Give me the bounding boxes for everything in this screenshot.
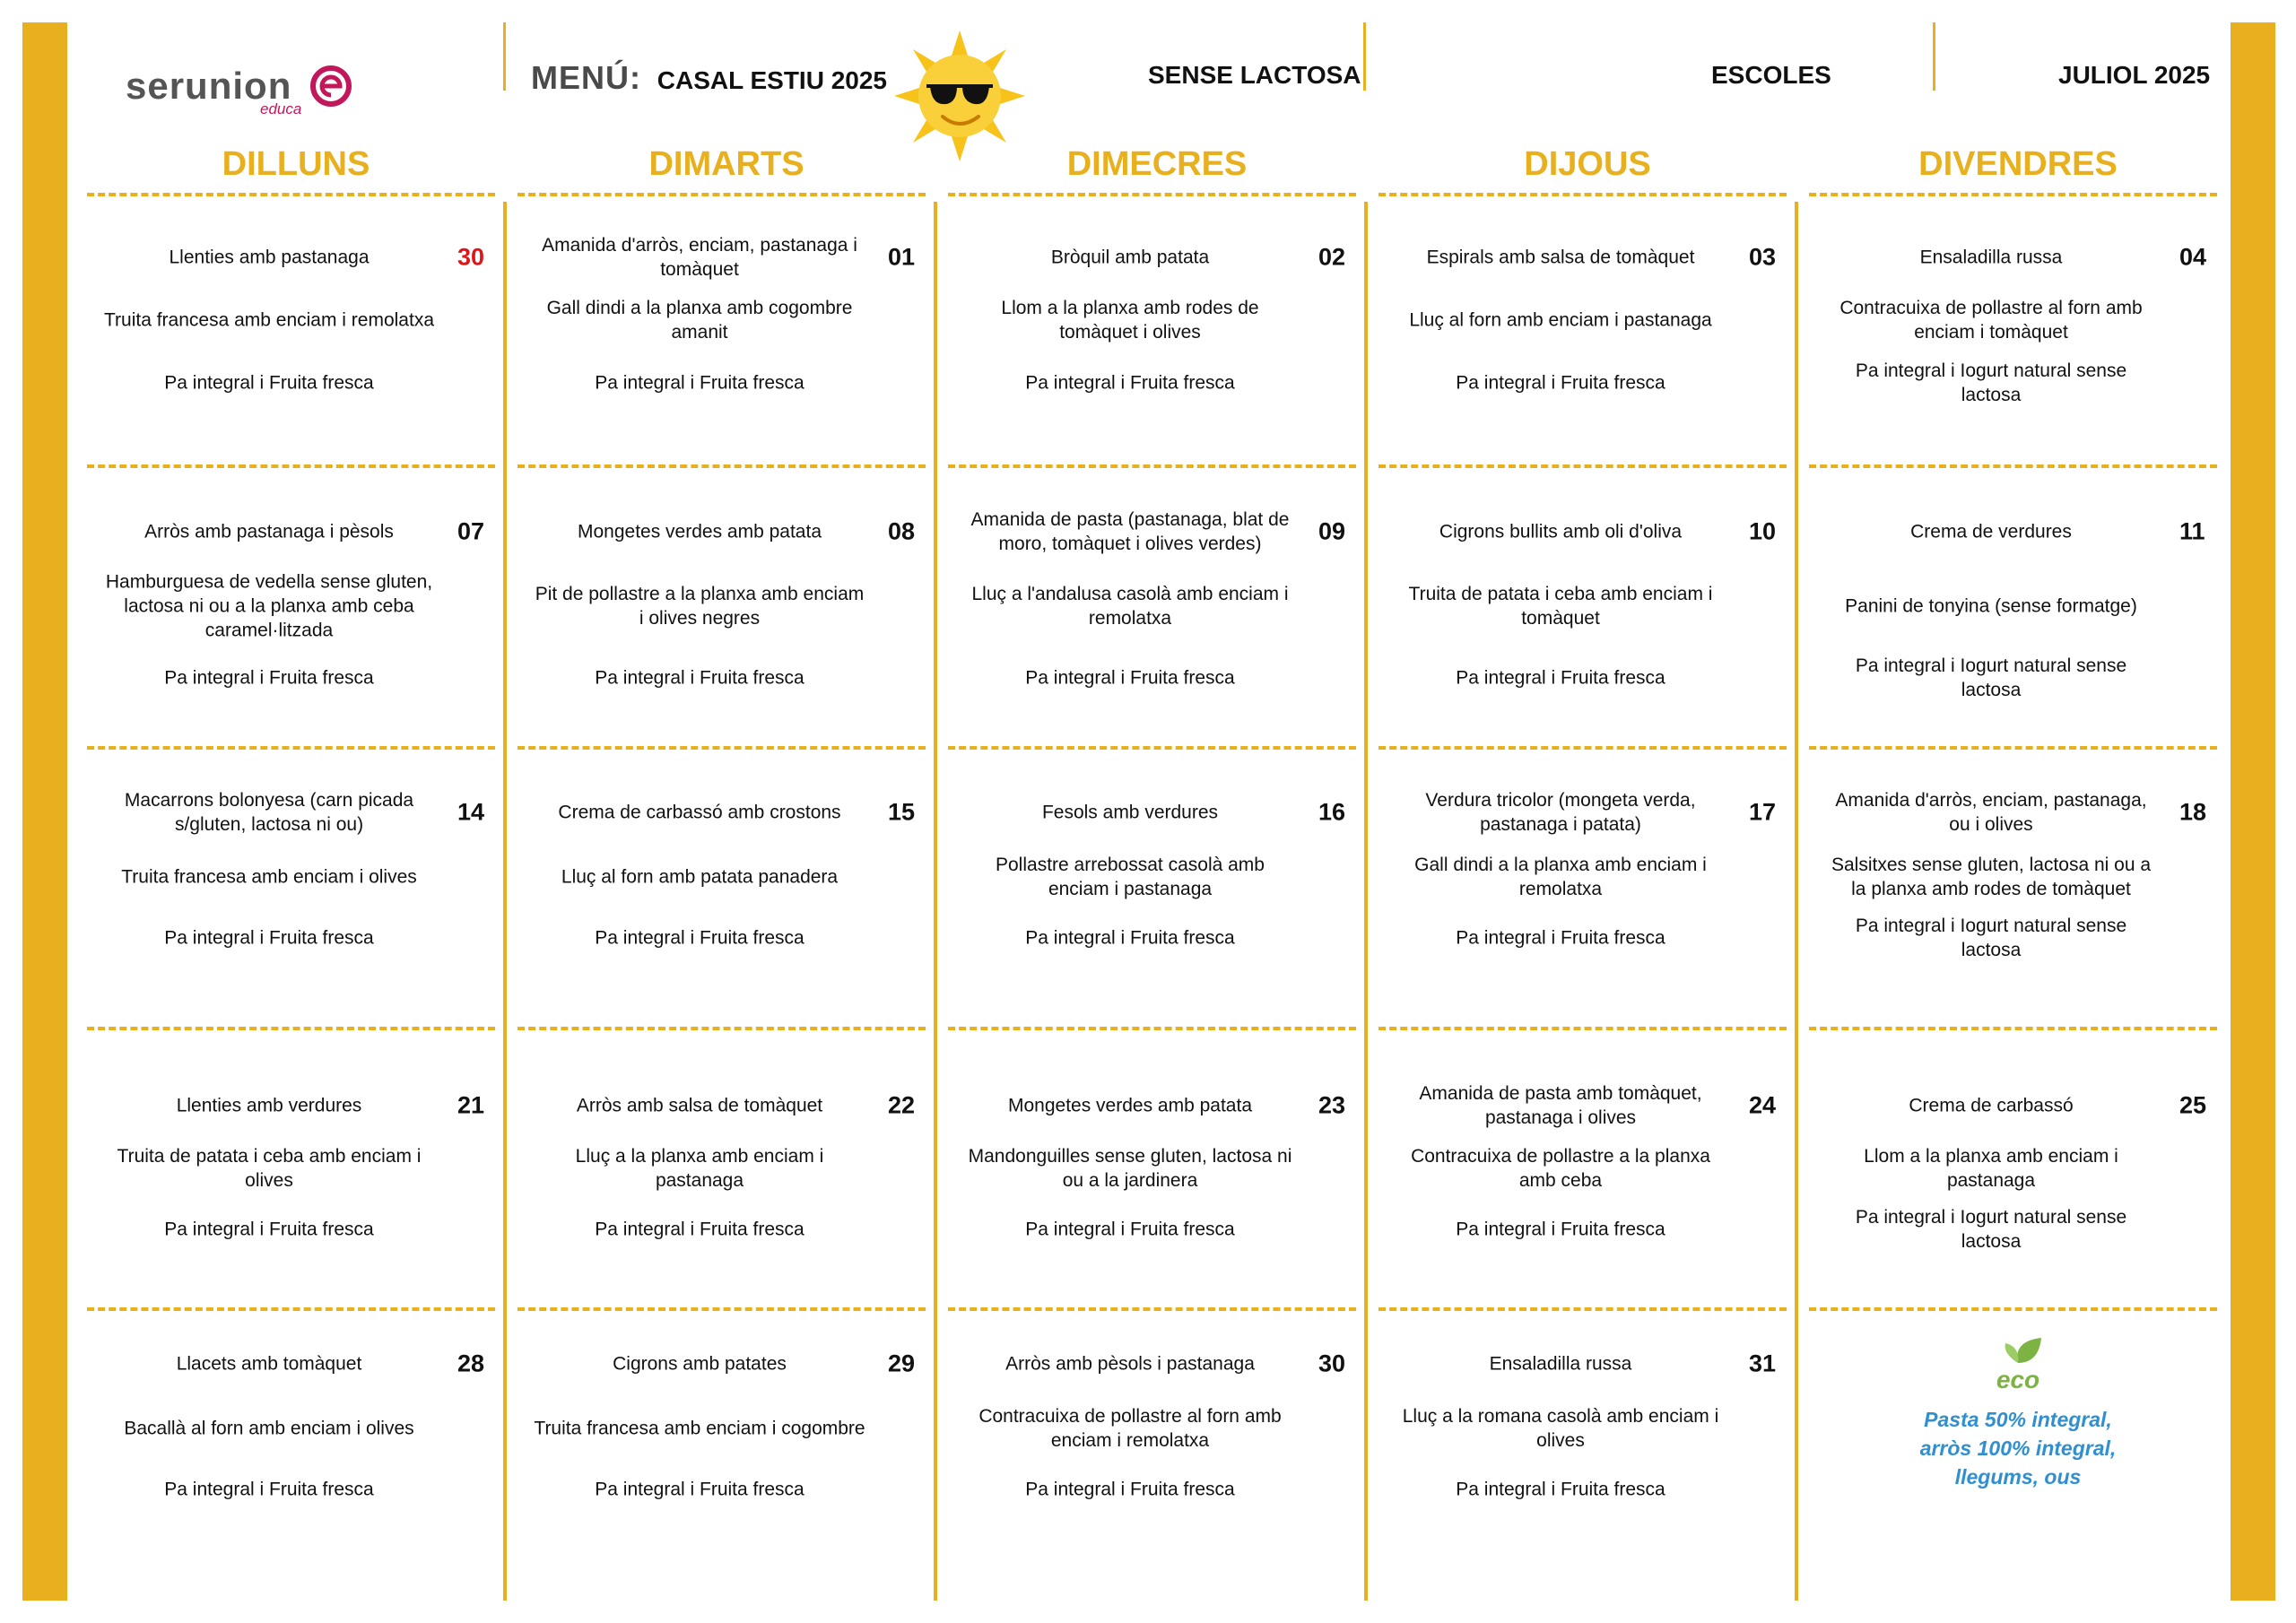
second-course: Lluç al forn amb enciam i pastanaga [1409, 309, 1712, 331]
day-cell [946, 464, 1359, 733]
dessert: Pa integral i Fruita fresca [1025, 927, 1235, 949]
first-course: Amanida d'arròs, enciam, pastanaga, ou i olives [1835, 790, 2147, 835]
first-course: Crema de carbassó [1909, 1095, 2074, 1116]
day-header-dilluns: DILLUNS [222, 145, 370, 183]
day-number: 15 [888, 798, 916, 826]
dessert: Pa integral i Fruita fresca [164, 1479, 374, 1500]
day-number: 30 [457, 243, 485, 271]
second-course: Lluç a la romana casolà amb enciam i olives [1402, 1406, 1719, 1451]
day-number: 08 [888, 517, 916, 545]
day-number: 01 [888, 243, 916, 271]
dessert: Pa integral i Iogurt natural sense lactosa [1855, 360, 2127, 405]
first-course: Arròs amb pèsols i pastanaga [1005, 1353, 1255, 1375]
audience-label: ESCOLES [1711, 61, 1831, 89]
header-separator [1933, 22, 1935, 91]
column-divider [934, 202, 937, 1601]
dessert: Pa integral i Fruita fresca [1456, 927, 1665, 949]
day-cell [1377, 746, 1789, 1015]
column-divider [1364, 202, 1368, 1601]
day-cell [516, 1027, 928, 1296]
day-cell [946, 193, 1359, 462]
day-number: 22 [888, 1091, 916, 1119]
day-header-divendres: DIVENDRES [1918, 145, 2118, 183]
serunion-logo [126, 63, 359, 126]
day-number: 11 [2179, 517, 2205, 545]
second-course: Panini de tonyina (sense formatge) [1845, 595, 2137, 617]
day-number: 21 [457, 1091, 485, 1119]
second-course: Hamburguesa de vedella sense gluten, lactosa ni ou a la planxa amb ceba caramel·litzada [105, 571, 433, 641]
eco-line: arròs 100% integral, [1919, 1436, 2117, 1460]
day-number: 14 [457, 798, 485, 826]
second-course: Truita de patata i ceba amb enciam i tomàquet [1408, 584, 1713, 629]
day-number: 24 [1749, 1091, 1777, 1119]
first-course: Cigrons bullits amb oli d'oliva [1439, 521, 1683, 542]
first-course: Fesols amb verdures [1041, 802, 1219, 823]
day-cell [85, 746, 498, 1015]
day-cell [85, 1027, 498, 1296]
first-course: Cigrons amb patates [613, 1353, 787, 1375]
logo-sub: educa [260, 100, 302, 117]
second-course: Lluç a la planxa amb enciam i pastanaga [575, 1146, 824, 1191]
dessert: Pa integral i Fruita fresca [595, 927, 804, 949]
first-course: Bròquil amb patata [1050, 247, 1210, 268]
day-cell [1377, 193, 1789, 462]
first-course: Ensaladilla russa [1489, 1353, 1632, 1375]
second-course: Salsitxes sense gluten, lactosa ni ou a la planxa amb rodes de tomàquet [1831, 855, 2152, 899]
day-cell [516, 193, 928, 462]
day-cell [85, 464, 498, 733]
day-cell [1377, 1027, 1789, 1296]
first-course: Macarrons bolonyesa (carn picada s/gluten, lactosa ni ou) [124, 790, 414, 835]
dessert: Pa integral i Fruita fresca [1025, 667, 1235, 689]
row-divider [1809, 1307, 2217, 1311]
dessert: Pa integral i Fruita fresca [1456, 1479, 1665, 1500]
day-number: 25 [2179, 1091, 2207, 1119]
dessert: Pa integral i Iogurt natural sense lactosa [1855, 655, 2127, 700]
second-course: Contracuixa de pollastre a la planxa amb ceba [1411, 1146, 1710, 1191]
day-cell [516, 746, 928, 1015]
menu-title: CASAL ESTIU 2025 [657, 66, 888, 94]
day-header-dijous: DIJOUS [1524, 145, 1651, 183]
diet-label: SENSE LACTOSA [1148, 61, 1361, 89]
menu-label: MENÚ: [531, 59, 641, 96]
first-course: Amanida de pasta (pastanaga, blat de moro, tomàquet i olives verdes) [970, 509, 1290, 554]
logo-brand: serunion [126, 65, 292, 107]
day-number: 09 [1318, 517, 1346, 545]
dessert: Pa integral i Fruita fresca [595, 667, 804, 689]
second-course: Llom a la planxa amb rodes de tomàquet i olives [1001, 298, 1259, 343]
second-course: Mandonguilles sense gluten, lactosa ni ou a la jardinera [968, 1146, 1292, 1191]
first-course: Llacets amb tomàquet [176, 1353, 362, 1375]
logo-swirl-icon [309, 65, 352, 108]
day-cell [946, 1027, 1359, 1296]
day-number: 10 [1749, 517, 1777, 545]
second-course: Contracuixa de pollastre al forn amb enciam i tomàquet [1839, 298, 2143, 343]
eco-note [1892, 1336, 2144, 1491]
day-cell [946, 746, 1359, 1015]
first-course: Mongetes verdes amb patata [1008, 1095, 1252, 1116]
day-number: 28 [457, 1350, 485, 1377]
dessert: Pa integral i Fruita fresca [595, 1219, 804, 1240]
header-separator [1363, 22, 1366, 91]
eco-line: Pasta 50% integral, [1924, 1408, 2112, 1431]
dessert: Pa integral i Fruita fresca [164, 1219, 374, 1240]
dessert: Pa integral i Fruita fresca [1456, 667, 1665, 689]
svg-text:eco: eco [1996, 1366, 2040, 1393]
dessert: Pa integral i Fruita fresca [164, 927, 374, 949]
column-divider [503, 202, 507, 1601]
first-course: Amanida de pasta amb tomàquet, pastanaga i olives [1419, 1083, 1702, 1128]
first-course: Mongetes verdes amb patata [578, 521, 822, 542]
dessert: Pa integral i Fruita fresca [1025, 1479, 1235, 1500]
dessert: Pa integral i Fruita fresca [1025, 372, 1235, 394]
first-course: Arròs amb salsa de tomàquet [576, 1095, 823, 1116]
dessert: Pa integral i Iogurt natural sense lactosa [1855, 1207, 2127, 1252]
day-cell [516, 1307, 928, 1576]
day-cell [85, 1307, 498, 1576]
eco-line: llegums, ous [1954, 1465, 2082, 1488]
day-number: 17 [1749, 798, 1777, 826]
second-course: Truita francesa amb enciam i remolatxa [103, 309, 435, 331]
first-course: Crema de carbassó amb crostons [558, 802, 841, 823]
second-course: Pollastre arrebossat casolà amb enciam i pastanaga [996, 855, 1265, 899]
dessert: Pa integral i Iogurt natural sense lactosa [1855, 916, 2127, 960]
dessert: Pa integral i Fruita fresca [595, 372, 804, 394]
day-number: 03 [1749, 243, 1777, 271]
day-number: 04 [2179, 243, 2207, 271]
first-course: Ensaladilla russa [1919, 247, 2063, 268]
day-number: 16 [1318, 798, 1346, 826]
day-cell [1807, 193, 2220, 462]
first-course: Verdura tricolor (mongeta verda, pastanaga i patata) [1425, 790, 1696, 835]
first-course: Crema de verdures [1910, 521, 2072, 542]
day-cell [85, 193, 498, 462]
day-cell [1377, 1307, 1789, 1576]
dessert: Pa integral i Fruita fresca [164, 667, 374, 689]
day-header-dimarts: DIMARTS [648, 145, 804, 183]
sun-sunglasses-icon [892, 29, 1027, 163]
dessert: Pa integral i Fruita fresca [1456, 1219, 1665, 1240]
first-course: Llenties amb verdures [176, 1095, 362, 1116]
first-course: Arròs amb pastanaga i pèsols [144, 521, 394, 542]
second-course: Truita francesa amb enciam i cogombre [534, 1418, 865, 1439]
second-course: Contracuixa de pollastre al forn amb enciam i remolatxa [978, 1406, 1282, 1451]
second-course: Gall dindi a la planxa amb enciam i remolatxa [1414, 855, 1707, 899]
first-course: Llenties amb pastanaga [169, 247, 370, 268]
second-course: Lluç a l'andalusa casolà amb enciam i remolatxa [971, 584, 1289, 629]
second-course: Bacallà al forn amb enciam i olives [124, 1418, 414, 1439]
second-course: Lluç al forn amb patata panadera [561, 866, 839, 888]
column-divider [1795, 202, 1798, 1601]
day-cell [946, 1307, 1359, 1576]
day-cell [1807, 1027, 2220, 1296]
second-course: Truita de patata i ceba amb enciam i olives [117, 1146, 422, 1191]
header-separator [503, 22, 506, 91]
first-course: Espirals amb salsa de tomàquet [1426, 247, 1695, 268]
day-number: 02 [1318, 243, 1346, 271]
menu-title-block [531, 59, 887, 97]
day-cell [516, 464, 928, 733]
day-header-dimecres: DIMECRES [1066, 145, 1248, 183]
dessert: Pa integral i Fruita fresca [1025, 1219, 1235, 1240]
dessert: Pa integral i Fruita fresca [595, 1479, 804, 1500]
eco-leaf-icon [1982, 1336, 2054, 1393]
first-course: Amanida d'arròs, enciam, pastanaga i tomàquet [542, 235, 857, 280]
day-number: 30 [1318, 1350, 1346, 1377]
day-number: 18 [2179, 798, 2207, 826]
left-accent-bar [22, 22, 67, 1601]
day-cell [1377, 464, 1789, 733]
second-course: Pit de pollastre a la planxa amb enciam i olives negres [535, 584, 865, 629]
second-course: Llom a la planxa amb enciam i pastanaga [1864, 1146, 2118, 1191]
day-number: 23 [1318, 1091, 1346, 1119]
day-cell [1807, 464, 2220, 733]
dessert: Pa integral i Fruita fresca [164, 372, 374, 394]
day-number: 07 [457, 517, 485, 545]
day-number: 29 [888, 1350, 916, 1377]
second-course: Gall dindi a la planxa amb cogombre amanit [546, 298, 853, 343]
right-accent-bar [2231, 22, 2275, 1601]
second-course: Truita francesa amb enciam i olives [121, 866, 417, 888]
day-number: 31 [1749, 1350, 1777, 1377]
month-label: JULIOL 2025 [2058, 61, 2211, 89]
day-cell [1807, 746, 2220, 1015]
dessert: Pa integral i Fruita fresca [1456, 372, 1665, 394]
